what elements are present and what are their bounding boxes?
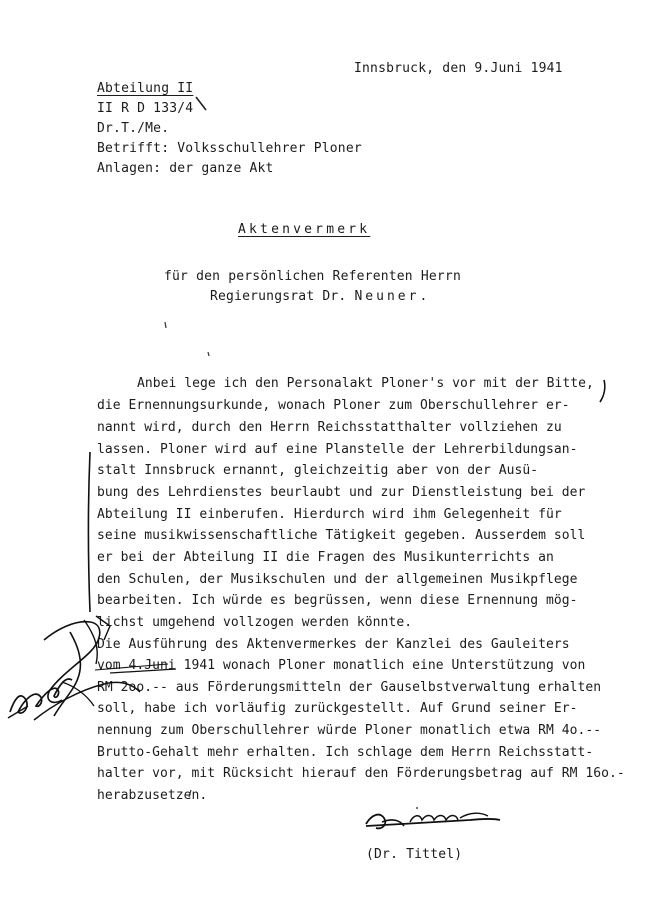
body-line: stalt Innsbruck ernannt, gleichzeitig aber von der Ausü- xyxy=(97,463,539,478)
body-line: soll, habe ich vorläufig zurückgestellt. Auf Grund seiner Er- xyxy=(97,701,578,716)
body-line: nennung zum Oberschullehrer würde Ploner monatlich etwa RM 4o.-- xyxy=(97,723,602,738)
body-line: bearbeiten. Ich würde es begrüssen, wenn diese Ernennung mög- xyxy=(97,593,578,608)
body-line: Anbei lege ich den Personalakt Ploner's vor mit der Bitte, xyxy=(137,376,594,391)
body-line: halter vor, mit Rücksicht hierauf den Förderungsbetrag auf RM 16o.- xyxy=(97,766,625,781)
body-line: RM 2oo.-- aus Förderungsmitteln der Gauselbstverwaltung erhalten xyxy=(97,680,602,695)
pen-tick xyxy=(600,380,605,402)
body-line: Die Ausführung des Aktenvermerkes der Kanzlei des Gauleiters xyxy=(97,637,570,652)
body-line: vom 4.Juni 1941 wonach Ploner monatlich eine Unterstützung von xyxy=(97,658,586,673)
place-date: Innsbruck, den 9.Juni 1941 xyxy=(354,61,563,76)
body-line: Abteilung II einberufen. Hierdurch wird ihm Gelegenheit für xyxy=(97,507,562,522)
stray-mark xyxy=(165,322,166,328)
body-line: lichst umgehend vollzogen werden könnte. xyxy=(97,615,413,630)
addressee-name: Neuner. xyxy=(354,289,431,304)
file-reference: II R D 133/4 xyxy=(97,101,194,116)
body-line: die Ernennungsurkunde, wonach Ploner zum Oberschullehrer er- xyxy=(97,398,570,413)
signature-scrawl xyxy=(366,807,500,828)
body-line: herabzusetzen. xyxy=(97,788,208,803)
stray-mark xyxy=(189,790,191,797)
file-ref-correction-mark xyxy=(196,97,206,110)
amount-underline xyxy=(95,664,168,670)
author-initials: Dr.T./Me. xyxy=(97,121,170,136)
attachments-line: Anlagen: der ganze Akt xyxy=(97,161,274,176)
body-line: den Schulen, der Musikschulen und der allgemeinen Musikpflege xyxy=(97,572,578,587)
stray-mark xyxy=(208,352,209,356)
date-underline xyxy=(110,669,176,673)
department: Abteilung II xyxy=(97,81,194,96)
body-line: Brutto-Gehalt mehr erhalten. Ich schlage dem Herrn Reichsstatt- xyxy=(97,745,594,760)
body-line: seine musikwissenschaftliche Tätigkeit gegeben. Ausserdem soll xyxy=(97,528,586,543)
body-line: lassen. Ploner wird auf eine Planstelle der Lehrerbildungsan- xyxy=(97,442,578,457)
document-title: Aktenvermerk xyxy=(238,222,371,237)
subject-line: Betrifft: Volksschullehrer Ploner xyxy=(97,141,362,156)
signatory-name: (Dr. Tittel) xyxy=(366,847,463,862)
body-line: er bei der Abteilung II die Fragen des Musikunterrichts an xyxy=(97,550,554,565)
body-line: bung des Lehrdienstes beurlaubt und zur Dienstleistung bei der xyxy=(97,485,586,500)
addressee-title: Regierungsrat Dr. xyxy=(210,289,355,304)
addressee-line-1: für den persönlichen Referenten Herrn xyxy=(164,269,461,284)
body-line: nannt wird, durch den Herrn Reichsstatthalter vollziehen zu xyxy=(97,420,562,435)
margin-bracket xyxy=(89,452,91,612)
